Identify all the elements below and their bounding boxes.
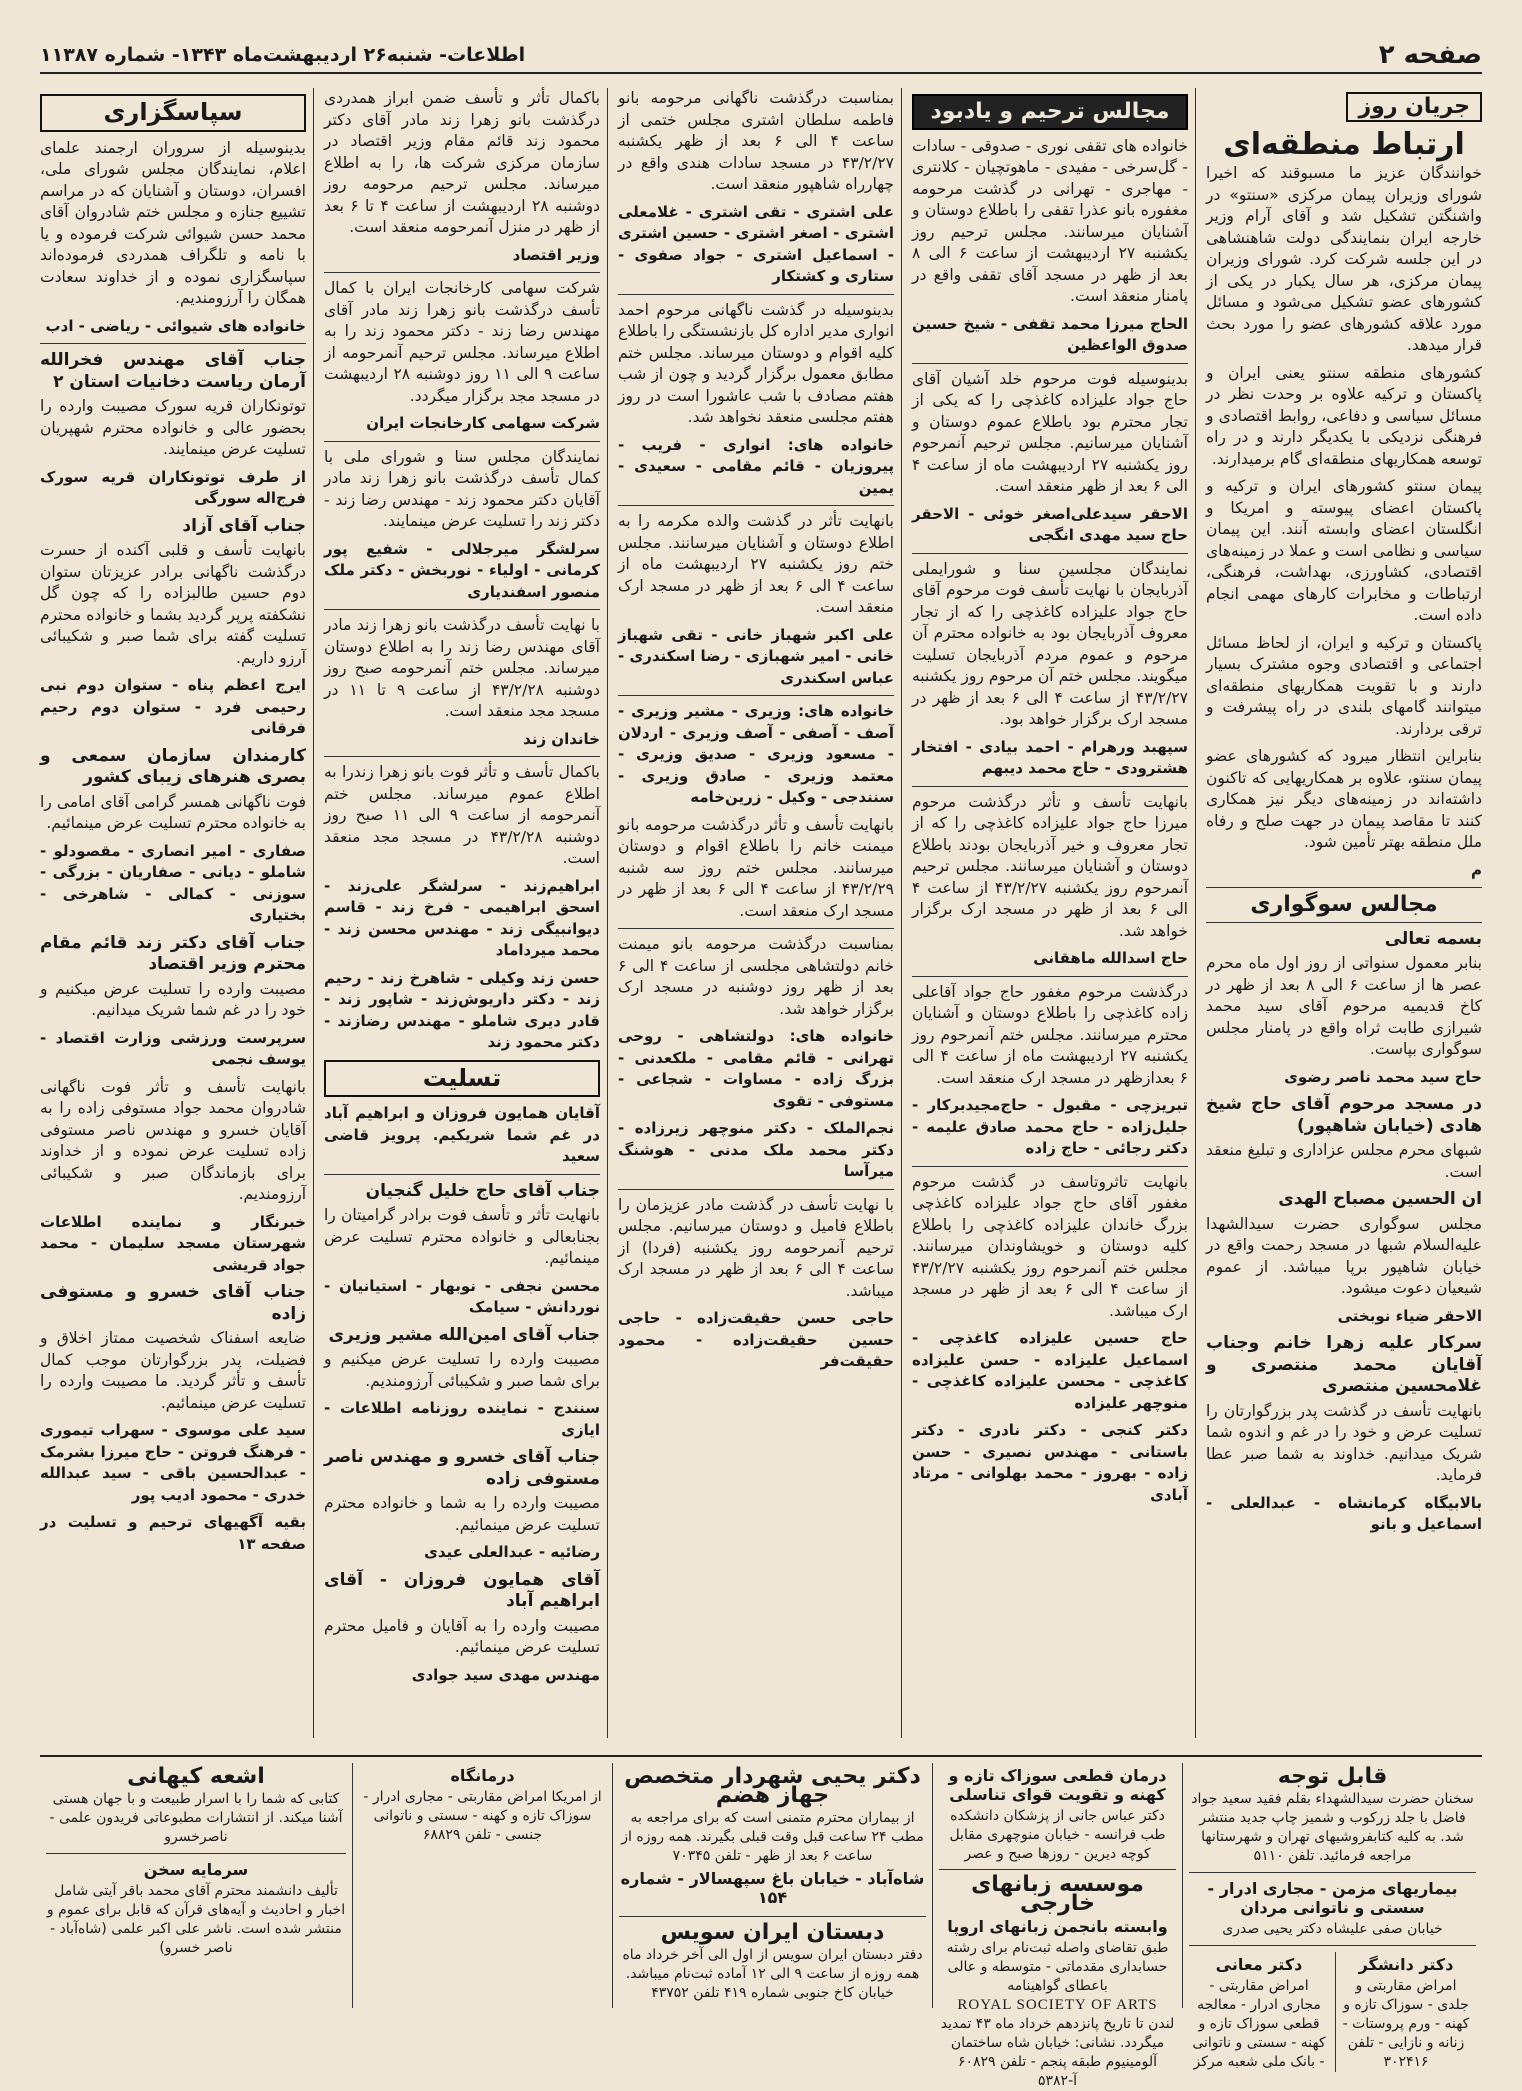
divider [912, 553, 1188, 554]
notice-signature: دکتر کنجی - دکتر نادری - دکتر باستانی - مهندس نصیری - حسن زاده - بهروز - محمد بهلوانی - مرتاد آبادی [912, 1421, 1188, 1504]
notice-title: سرکار علیه زهرا خانم وجناب آقایان محمد منتصری و غلامحسین منتصری [1206, 1333, 1482, 1396]
editorial-paragraph: خوانندگان عزیز ما مسبوقند که اخیرا شورای وزیران پیمان مرکزی «سنتو» در واشنگتن تشکیل شد و آقای آرام وزیر خارجه ایران بنمایندگی دولت شاهنشاهی در این جلسه شرکت کرد. شورای وزیران پیمان مرکزی، هر سال یکبار در یکی از کشورهای عضو تشکیل می‌شود و مسائل مورد علاقه کشورهای عضو را مورد بحث قرار میدهد. [1206, 164, 1482, 354]
ad-notice [1182, 1763, 1482, 2070]
divider [618, 505, 894, 506]
ad-title: اشعه کیهانی [127, 1764, 265, 1789]
notice-text: ضایعه اسفناک شخصیت ممتاز اخلاق و فضیلت، پدر بزرگوارتان موجب کمال تأسف و تأثر گردید. ما مصیبت وارده را تسلیت عرض مینمائیم. [40, 1329, 306, 1412]
notice-text: مجلس سوگواری حضرت سیدالشهدا علیه‌السلام شبها در مسجد رحمت واقع در خیابان شاهپور برپا میباشد. از عموم شیعیان دعوت میشود. [1206, 1214, 1482, 1297]
editorial-paragraph: بنابراین انتظار میرود که کشورهای عضو پیمان سنتو، علاوه بر همکاریهایی که تاکنون داشته‌اند در زمینه‌های دیگر نیز همکاری کنند تا مقاصد پیمان در جهت صلح و رفاه ملل منطقه بهتر تأمین شود. [1206, 747, 1482, 851]
notice-title: جناب آقای آزاد [182, 515, 306, 536]
notice-title: جناب آقای خسرو و مهندس ناصر مستوفی زاده [324, 1447, 600, 1489]
editorial-headline: ارتباط منطقه‌ای [1223, 126, 1465, 162]
divider [324, 441, 600, 442]
ad-title: موسسه زبانهای خارجی [971, 1872, 1144, 1916]
divider [324, 756, 600, 757]
notice-text: بدینوسیله فوت مرحوم خلد آشیان آقای حاج جواد علیزاده کاغذچی را که یکی از تجار محترم بود باطلاع عموم دوستان و آشنایان میرسانیم. مجلس ترحیم آنمرحوم روز یکشنبه ۲۷ اردیبهشت ماه از ساعت ۴ الی ۶ بعد از ظهر منعقد است. [912, 369, 1188, 495]
divider [912, 786, 1188, 787]
notice-text: مصیبت وارده را تسلیت عرض میکنیم و برای شما صبر و شکیبائی آرزومندیم. [324, 1350, 600, 1390]
notice-title: جناب آقای امین‌الله مشیر وزیری [328, 1324, 600, 1345]
column-notices [618, 88, 894, 1743]
notice-text: باکمال تأثر و تأسف ضمن ابراز همدردی درگذشت بانو زهرا زند مادر آقای دکتر محمود زند قائم مقام وزیر اقتصاد در سازمان مرکزی شرکت ها، را به اطلاع میرساند. مجلس ترحیم مرحومه روز دوشنبه ۲۸ اردیبهشت از ساعت ۴ تا ۶ بعد از ظهر در منزل آنمرحومه منعقد است. [324, 89, 601, 236]
divider [324, 1174, 600, 1175]
notice-text: درگذشت مرحوم مغفور حاج جواد آقاعلی زاده کاغذچی را باطلاع دوستان و آشنایان محترم میرسانند. مجلس ختم آنمرحوم روز یکشنبه ۲۷ اردیبهشت ماه از ساعت ۴ الی ۶ بعدازظهر در مسجد ارک منعقد است. [912, 982, 1188, 1087]
notice-text: باکمال تأسف و تأثر فوت بانو زهرا زندرا به اطلاع عموم میرساند. مجلس ختم آنمرحومه از ساعت ۹ الی ۱۱ صبح روز دوشنبه ۴۳/۲/۲۸ در مسجد مجد منعقد است. [324, 763, 601, 867]
notice-text: با نهایت تأسف درگذشت بانو زهرا زند مادر آقای مهندس رضا زند را به اطلاع دوستان میرساند. مجلس ختم آنمرحومه صبح روز دوشنبه ۴۳/۲/۲۸ از ساعت ۹ تا ۱۱ در مسجد مجد منعقد است. [324, 616, 600, 720]
notice-text: شبهای محرم مجلس عزاداری و تبلیغ منعقد است. [1206, 1141, 1482, 1181]
ad-doctor-school [612, 1763, 932, 2008]
ad-text: سخنان حضرت سیدالشهداء بقلم فقید سعید جواد فاضل با جلد زرکوب و شمیز چاپ جدید منتشر شد. به کلیه کتابفروشیهای تهران و شهرستانها مراجعه فرمائید. تلفن ۵۱۱۰ [1191, 1791, 1474, 1864]
column-rule [607, 88, 608, 1738]
divider [618, 1189, 894, 1190]
notice-signature: ابراهیم‌زند - سرلشگر علی‌زند - اسحق ابراهیمی - فرخ زند - قاسم دیوانبیگی زند - مهندس محسن زند - محمد میرداماد [324, 876, 600, 959]
notice-signature: حاج حسین علیزاده کاغذچی - اسماعیل علیزاده - حسن علیزاده کاغذچی - محسن علیزاده کاغذچی - منوچهر علیزاده [912, 1329, 1188, 1412]
notice-text: بمناسبت درگذشت ناگهانی مرحومه بانو فاطمه سلطان اشتری مجلس ختمی از ساعت ۴ الی ۶ بعد از ظهر یکشنبه ۴۳/۲/۲۷ در مسجد سادات هندی واقع در چهارراه شاهپور منعقد است. [618, 89, 895, 193]
notice-signature: الاحقر سیدعلی‌اصغر خوئی - الاحقر حاج سید مهدی انگجی [912, 504, 1188, 544]
notice-signature: بالابیگاه کرمانشاه - عبدالعلی - اسماعیل و بانو [1206, 1493, 1482, 1533]
notice-signature: الاحقر ضیاء نوبختی [1337, 1306, 1482, 1325]
notice-text: مصیبت وارده را به آقایان و فامیل محترم تسلیت عرض مینمائیم. [324, 1616, 600, 1656]
notice-signature: از طرف توتونکاران قریه سورک فرج‌اله سورگی [40, 467, 306, 507]
editorial-signature: م [1471, 860, 1482, 879]
notice-text: بانهایت تأسف در گذشت پدر بزرگوارتان را تسلیت عرض و خود را در غم و اندوه شما شریک میدانیم. خداوند به شما صبر عطا فرماید. [1206, 1401, 1482, 1484]
notice-signature: مهندس مهدی سید جوادی [411, 1665, 600, 1684]
divider [939, 1869, 1176, 1870]
notice-signature: شرکت سهامی کارخانجات ایران [366, 414, 600, 432]
ad-title: درمانگاه [450, 1766, 515, 1785]
notice-signature: حاج اسدالله ماهقانی [1033, 949, 1188, 967]
notice-title: ان الحسین مصباح الهدی [1278, 1189, 1482, 1209]
issue-info: اطلاعات- شنبه۲۶ اردیبهشت‌ماه ۱۳۴۳- شماره ۱۱۳۸۷ [40, 44, 526, 66]
ad-text: امراض مقاربتی - مجاری ادرار - معالجه قطعی سوزاک تازه و کهنه - سستی و ناتوانی - بانک ملی شعبه مرکز [1192, 1978, 1326, 2070]
ad-text: طبق تقاضای واصله ثبت‌نام برای رشته حسابداری مقدماتی - متوسطه و عالی باعطای گواهینامه [946, 1940, 1169, 1994]
notice-text: توتونکاران قریه سورک مصیبت وارده را بحضور عالی و خانواده محترم شهپریان تسلیت عرض مینمایند. [40, 397, 306, 458]
notice-text: بانهایت تأسف و قلبی آکنده از حسرت درگذشت ناگهانی برادر عزیزتان ستوان دوم حسین طالبزاده را که چون گل نشکفته پرپر گردید بشما و خانواده محترم تسلیت گفته برای شما صبر و شکیبائی آرزو داریم. [40, 541, 306, 667]
ad-title: درمان قطعی سوزاک تازه و کهنه و تقویت قوای تناسلی [948, 1766, 1167, 1804]
notice-signature: سپهبد ورهرام - احمد بیادی - افتخار هشترودی - حاج محمد دیبهم [912, 737, 1188, 777]
notice-signature: الحاج میرزا محمد تقفی - شیخ حسین صدوق الواعظین [912, 314, 1188, 354]
ad-title: دکتر یحیی شهردار متخصص جهاز هضم [624, 1764, 921, 1808]
notice-text: بدینوسیله در گذشت ناگهانی مرحوم احمد انواری مدیر اداره کل بازنشستگی را باطلاع کلیه اقوام و دوستان میرساند. مجلس ختم مطابق معمول برگزار گردید و چون از شب هفتم مصادف با شب عاشورا است در روز هفتم مجلسی منعقد نخواهد شد. [618, 300, 894, 426]
notice-signature: حاجی حسن حقیقت‌زاده - حاجی حسین حقیقت‌زاده - محمود حقیقت‌فر [618, 1309, 894, 1370]
ad-language-institute [932, 1763, 1182, 2089]
notice-title: در مسجد مرحوم آقای حاج شیخ هادی (خیابان شاهپور) [1206, 1094, 1482, 1136]
notice-signature: سرلشگر میرجلالی - شفیع پور کرمانی - اولیاء - نوربخش - دکتر ملک منصور اسفندیاری [324, 539, 600, 601]
notice-title: جناب آقای حاج خلیل گنجیان [365, 1180, 600, 1201]
editorial-paragraph: پاکستان و ترکیه و ایران، از لحاظ مسائل اجتماعی و اقتصادی وجوه مشترک بسیار دارند و با تقویت همکاریهای منطقه‌ای میتوانند گامهای بلندی در راه پیشرفت و ترقی بردارند. [1206, 633, 1482, 738]
notice-title: جناب آقای دکتر زند قائم مقام محترم وزیر اقتصاد [40, 932, 306, 974]
section-header: سپاسگزاری [40, 94, 306, 132]
ad-title: قابل توجه [1277, 1764, 1388, 1789]
continuation-note: بقیه آگهیهای ترحیم و تسلیت در صفحه ۱۳ [40, 1513, 306, 1553]
notice-text: فوت ناگهانی همسر گرامی آقای امامی را به خانواده محترم تسلیت عرض مینمائیم. [40, 792, 306, 832]
column-condolences [324, 88, 600, 1698]
notice-text: بانهایت تاثروتاسف در گذشت مرحوم مغفور آقای حاج جواد علیزاده کاغذچی بزرگ خاندان علیزاده کاغذچی را باطلاع کلیه دوستان و خویشاوندان میرسانند. مجلس ختم آنمرحوم روز یکشنبه ۴۳/۲/۲۷ از ساعت ۴ الی ۶ بعد از ظهر در مسجد ارک میباشد. [912, 1172, 1189, 1320]
notice-signature: خانواده های شیوائی - ریاضی - ادب [45, 316, 306, 335]
notice-signature: خاندان زند [523, 729, 600, 748]
editorial-paragraph: کشورهای منطقه سنتو یعنی ایران و پاکستان و ترکیه علاوه بر وحدت نظر در مسائل سیاسی و دفاعی، روابط اقتصادی و فرهنگی نزدیکی با یکدیگر دارند و در راه توسعه همکاریهای منطقه‌ای گام برمیدارند. [1206, 363, 1482, 468]
ad-subtitle: بیماریهای مزمن - مجاری ادرار - سستی و ناتوانی مردان [1207, 1879, 1458, 1917]
notice-signature: خانواده های: دولتشاهی - روحی تهرانی - قائم مقامی - ملکعدنی - بزرگ زاده - مساوات - شجاعی - مستوفی - تقوی [618, 1027, 894, 1110]
column-rule [313, 88, 314, 1738]
divider [912, 976, 1188, 977]
notice-signature: نجم‌الملک - دکتر منوچهر زیرزاده - دکتر محمد ملک مدنی - هوشنگ میرآسا [618, 1119, 894, 1180]
ad-text: از امریکا امراض مقاربتی - مجاری ادرار - سوزاک تازه و کهنه - سستی و ناتوانی جنسی - تلفن ۶۸۸۲۹ [363, 1789, 602, 1843]
notice-title: کارمندان سازمان سمعی و بصری هنرهای زیبای کشور [40, 745, 306, 787]
mourning-section-title: مجالس سوگواری [1250, 892, 1438, 917]
notice-text: بدینوسیله از سروران ارجمند علمای اعلام، نمایندگان مجلس شورای ملی، افسران، دوستان و آشنایان که در مراسم تشییع جنازه و مجلس ختم شادروان آقای محمد حسن شیوائی شرکت فرموده و یا با نامه و تلگراف همدردی فرموده‌اند سپاسگزاری نموده و از خداوند سعادت همگان را آرزومندیم. [40, 138, 306, 307]
ad-text: از بیماران محترم متمنی است که برای مراجعه به مطب ۲۴ ساعت قبل وقت قبلی بگیرند. همه روزه از ساعت ۶ بعد از ظهر - تلفن ۷۰۳۴۵ [621, 1810, 924, 1864]
ad-text: تألیف دانشمند محترم آقای محمد باقر آیتی شامل اخبار و احادیث و آیه‌های قرآن که قابل برای عموم و منتشر شده است. ناشر علی اکبر علمی (شاه‌آباد - ناصر خسرو) [46, 1883, 346, 1956]
notice-text: نمایندگان مجلس سنا و شورای ملی با کمال تأسف درگذشت بانو زهرا زند مادر آقایان دکتر محمود زند - مهندس رضا زند - دکتر زند را تسلیت عرض مینمایند. [324, 447, 600, 530]
notice-text: بمناسبت درگذشت مرحومه بانو میمنت خانم دولتشاهی مجلسی از ساعت ۴ الی ۶ بعد از ظهر روز دوشنبه در مسجد ارک برگزار خواهد شد. [618, 935, 894, 1018]
notice-signature: حاج سید محمد ناصر رضوی [1284, 1067, 1482, 1086]
notice-title: جناب آقای مهندس فخرالله آرمان ریاست دخانیات استان ۲ [40, 350, 306, 392]
notice-signature: صفاری - امیر انصاری - مقصودلو - شاملو - دیانی - صفاریان - بزرگی - سوزنی - کمالی - شاهرخی - بختیاری [40, 841, 306, 924]
divider [40, 343, 306, 344]
column-rule [901, 88, 902, 1738]
notice-signature: وزیر اقتصاد [512, 245, 600, 264]
ad-subtitle: وابسته بانجمن زبانهای اروپا [947, 1917, 1168, 1936]
ad-title: دبستان ایران سویس [660, 1920, 885, 1945]
notice-signature: سنندج - نماینده روزنامه اطلاعات - ایازی [324, 1399, 600, 1439]
column-rule [1195, 88, 1196, 1738]
advertisement-strip [40, 1755, 1482, 2089]
divider [1206, 887, 1482, 888]
ad-address: شاه‌آباد - خیابان باغ سپهسالار - شماره ۱۵۴ [620, 1869, 925, 1907]
ad-text: امراض مقاربتی و جلدی - سوزاک تازه و کهنه - ورم پروستات - زنانه و نازایی - تلفن ۳۰۲۴۱۶ [1342, 1978, 1470, 2070]
ad-text: دفتر دبستان ایران سویس از اول الی آخر خرداد ماه همه روزه از ساعت ۹ الی ۱۲ آماده ثبت‌نام میباشد. خیابان کاخ جنوبی شماره ۴۱۹ تلفن ۴۳۷۵۲ [622, 1947, 923, 2001]
ad-text: خیابان صفی علیشاه دکتر یحیی صدری [1222, 1921, 1443, 1937]
ad-clinic [352, 1763, 612, 2008]
notice-text: نمایندگان مجلسین سنا و شورایملی آذربایجان با نهایت تأسف فوت مرحوم آقای حاج جواد علیزاده کاغذچی را که از تجار معروف آذربایجان بود به خانواده محترم آن مرحوم و عموم مردم آذربایجان تسلیت میگویند. مجلس ختم آن مرحوم روز یکشنبه ۴۳/۲/۲۷ از ساعت ۴ الی ۶ بعد از ظهر در مسجد ارک برگزار خواهد بود. [912, 559, 1188, 728]
divider [324, 609, 600, 610]
notice-signature: علی اکبر شهباز خانی - تقی شهباز خانی - امیر شهبازی - رضا اسکندری - عباس اسکندری [618, 625, 894, 687]
divider [618, 695, 894, 696]
ad-text: دکتر عباس جانی از پزشکان دانشکده طب فرانسه - خیابان منوچهری مقابل کوچه دیرین - روزها صبح و عصر [949, 1808, 1166, 1862]
divider [912, 363, 1188, 364]
ad-doctor-name: دکتر معانی [1215, 1955, 1303, 1974]
notice-signature: علی اشتری - تقی اشتری - غلامعلی اشتری - اصغر اشتری - حسین اشتری - اسماعیل اشتری - جواد صفوی - ستاری و کشتکار [618, 202, 894, 285]
ad-text: کتابی که شما را با اسرار طبیعت و با جهان هستی آشنا میکند. از انتشارات مطبوعاتی فریدون علمی - ناصرخسرو [49, 1791, 343, 1845]
column-editorial [1206, 88, 1482, 1698]
condolence-banner: تسلیت [324, 1060, 600, 1098]
column-memorial [912, 88, 1188, 1743]
page-number: صفحه ۲ [1378, 40, 1482, 70]
notice-text: بانهایت تأثر در گذشت والده مکرمه را به اطلاع دوستان و آشنایان میرسانند. مجلس ختم روز یکشنبه ۲۷ اردیبهشت ماه از ساعت ۴ الی ۶ بعد از ظهر در مسجد ارک منعقد است. [618, 512, 894, 616]
notice-signature: خانواده های: انواری - فریب - پیروزیان - قائم مقامی - سعیدی - یمین [618, 435, 894, 497]
notice-text: با نهایت تأسف در گذشت مادر عزیزمان را باطلاع فامیل و دوستان میرسانیم. مجلس ترحیم آنمرحومه روز یکشنبه (فردا) از ساعت ۴ الی ۶ بعد از ظهر در مسجد ارک میباشد. [618, 1195, 894, 1300]
notice-title: آقای همایون فروزان - آقای ابراهیم آباد [324, 1569, 600, 1611]
notice-text: بانهایت تأسف و تأثر فوت ناگهانی شادروان محمد جواد مستوفی زاده را به آقایان خسرو و مهندس ناصر مستوفی زاده تسلیت عرض نموده و از خداوند برای بازماندگان صبر و شکیبائی آرزومندیم. [40, 1077, 306, 1203]
notice-signature: سید علی موسوی - سهراب تیموری - فرهنگ فروتن - حاج میرزا بشرمک - عبدالحسین باقی - سید عبدالله خدری - محمود ادیب پور [40, 1421, 306, 1504]
masthead [40, 38, 1482, 74]
notice-title: بسمه تعالی [1384, 928, 1482, 949]
notice-signature: سرپرست ورزشی وزارت اقتصاد - یوسف نجمی [40, 1028, 306, 1068]
notice-signature: خانواده های: وزیری - مشیر وزیری - آصف - آصفی - آصف وزیری - اردلان - مسعود وزیری - صدیق وزیری - معتمد وزیری - صادق وزیری - سنندجی - وکیل - زرین‌خامه [618, 702, 894, 806]
notice-signature: حسن زند وکیلی - شاهرخ زند - رحیم زند - دکتر داریوش‌زند - شاپور زند - قادر دیری شاملو - مهندس رضازند - دکتر محمود زند [324, 968, 600, 1051]
ad-title: سرمایه سخن [143, 1860, 249, 1879]
notice-text: آقایان همایون فروزان و ابراهیم آباد در غم شما شریکیم. پرویز قاضی سعید [324, 1104, 600, 1165]
notice-text: مصیبت وارده را به شما و خانواده محترم تسلیت عرض مینمائیم. [324, 1494, 600, 1534]
notice-text: شرکت سهامی کارخانجات ایران با کمال تأسف درگذشت بانو زهرا زند مادر آقای مهندس رضا زند - دکتر محمود زند را به اطلاع میرساند. مجلس ترحیم آنمرحومه از ساعت ۹ الی ۱۱ روز دوشنبه ۲۸ اردیبهشت در مسجد مجد برگزار میگردد. [324, 279, 600, 405]
column-thanks [40, 88, 306, 1743]
section-header: جریان روز [1346, 92, 1482, 122]
notice-text: مصیبت وارده را تسلیت عرض میکنیم و خود را در غم شما شریک میدانیم. [40, 979, 306, 1019]
notice-title: جناب آقای خسرو و مستوفی زاده [40, 1282, 306, 1324]
divider [912, 1166, 1188, 1167]
divider [618, 928, 894, 929]
ad-text: لندن تا تاریخ پانزدهم خرداد ماه ۴۳ تمدید میگردد. نشانی: خیابان شاه ساختمان آلومینیوم طبقه پنجم - تلفن ۶۰۸۲۹ آ-۵۳۸۲ [940, 2016, 1175, 2089]
notice-signature: تبریزچی - مقبول - حاج‌مجیدبرکار - جلیل‌زاده - حاج محمد صادق علیمه - دکتر رجائی - حاج زاده [912, 1096, 1188, 1157]
notice-signature: ایرج اعظم پناه - ستوان دوم نبی رحیمی فرد - ستوان دوم رحیم فرقانی [40, 676, 306, 737]
notice-text: بانهایت تأسف و تأثر درگذشت مرحومه بانو میمنت خانم را باطلاع اقوام و دوستان میرسانند. مجلس ختم روز سه شنبه ۴۳/۲/۲۹ از ساعت ۴ الی ۶ بعد از ظهر در مسجد ارک منعقد است. [618, 815, 894, 920]
editorial-paragraph: پیمان سنتو کشورهای ایران و ترکیه و پاکستان اعضای پیوسته و امریکا و انگلستان اعضای وابسته آنند. این پیمان سیاسی و نظامی است و عملا در زمینه‌های اقتصادی، کشاورزی، بهداشت، فرهنگی، ارتباطات و مخابرات کارهای مهمی انجام داده است. [1206, 477, 1482, 624]
divider [324, 272, 600, 273]
ad-doctor-name: دکتر دانشگر [1358, 1955, 1454, 1974]
divider [618, 294, 894, 295]
ad-english-text: ROYAL SOCIETY OF ARTS [957, 1997, 1158, 2013]
notice-text: بنابر معمول سنواتی از روز اول ماه محرم عصر ها از ساعت ۶ الی ۸ بعد از ظهر در کاخ قدیمیه مرحوم آقای سید محمد شیرازی طابت ثراه واقع در پامنار مجلس سوگواری بپاست. [1206, 954, 1482, 1058]
divider [1206, 922, 1482, 923]
section-header: مجالس ترحیم و یادبود [912, 94, 1188, 130]
notice-text: خانواده های تقفی نوری - صدوقی - سادات - گل‌سرخی - مفیدی - ماهوتچیان - کلانتری - مهاجری - تهرانی در گذشت مرحومه مغفوره بانو عذرا تقفی را باطلاع دوستان و آشنایان میرسانند. مجلس ترحیم روز یکشنبه ۲۷ اردیبهشت از ساعت ۶ الی ۸ بعد از ظهر در مسجد آقای تقفی واقع در پامنار منعقد است. [912, 136, 1188, 305]
ad-books [40, 1763, 352, 2008]
notice-text: بانهایت تأسف و تأثر درگذشت مرحوم میرزا حاج جواد علیزاده کاغذچی را که از تجار معروف و خیر آذربایجان بودند باطلاع دوستان و آشنایان میرسانند. مجلس ترحیم آنمرحوم روز یکشنبه ۴۳/۲/۲۷ از ساعت ۴ الی ۶ بعد از ظهر در مسجد ارک برگزار خواهد شد. [912, 792, 1188, 940]
notice-signature: خبرنگار و نماینده اطلاعات شهرستان مسجد سلیمان - محمد جواد قریشی [40, 1212, 306, 1274]
notice-signature: محسن نجفی - نوبهار - استیانیان - نوردانش - سیامک [324, 1276, 600, 1316]
notice-text: بانهایت تأثر و تأسف فوت برادر گرامیتان را بجنابعالی و خانواده محترم تسلیت عرض مینمائیم. [324, 1206, 600, 1267]
notice-signature: رضائیه - عبدالعلی عیدی [424, 1543, 600, 1561]
